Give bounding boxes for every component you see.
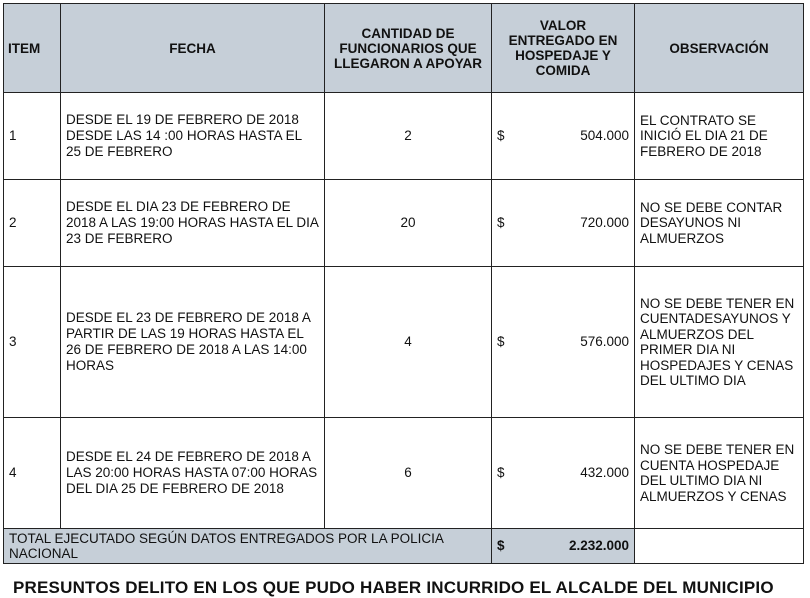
cell-cantidad: 4: [325, 267, 492, 418]
amount: 576.000: [580, 334, 629, 349]
cell-valor: [492, 180, 635, 267]
cell-cantidad: 20: [325, 180, 492, 267]
cell-fecha: DESDE EL DIA 23 DE FEBRERO DE 2018 A LAS 19:00 HORAS HASTA EL DIA 23 DE FEBRERO: [61, 180, 325, 267]
amount: 720.000: [580, 215, 629, 230]
cell-fecha: DESDE EL 23 DE FEBRERO DE 2018 A PARTIR DE LAS 19 HORAS HASTA EL 26 DE FEBRERO DE 2018 A LAS 14:00 HORAS: [61, 267, 325, 418]
header-fecha: FECHA: [61, 4, 325, 93]
cell-item: 3: [4, 267, 61, 418]
header-row: [4, 4, 804, 93]
cell-observacion: NO SE DEBE TENER EN CUENTADESAYUNOS Y ALMUERZOS DEL PRIMER DIA NI HOSPEDAJES Y CENAS DEL ULTIMO DIA: [635, 267, 804, 418]
cell-observacion: NO SE DEBE TENER EN CUENTA HOSPEDAJE DEL ULTIMO DIA NI ALMUERZOS Y CENAS: [635, 418, 804, 529]
header-observacion: OBSERVACIÓN: [635, 4, 804, 93]
currency-symbol: $: [497, 334, 505, 349]
cell-valor: [492, 418, 635, 529]
cell-observacion: NO SE DEBE CONTAR DESAYUNOS NI ALMUERZOS: [635, 180, 804, 267]
total-valor: [492, 529, 635, 564]
cell-cantidad: 6: [325, 418, 492, 529]
amount: 504.000: [580, 128, 629, 143]
table-row: [4, 180, 804, 267]
cell-observacion: EL CONTRATO SE INICIÓ EL DIA 21 DE FEBRERO DE 2018: [635, 93, 804, 180]
expense-table: [3, 3, 804, 564]
total-amount: 2.232.000: [568, 538, 629, 553]
cell-fecha: DESDE EL 24 DE FEBRERO DE 2018 A LAS 20:00 HORAS HASTA 07:00 HORAS DEL DIA 25 DE FEBRERO DE 2018: [61, 418, 325, 529]
currency-symbol: $: [497, 128, 505, 143]
table-row: [4, 93, 804, 180]
header-valor: VALOR ENTREGADO EN HOSPEDAJE Y COMIDA: [492, 4, 635, 93]
header-cantidad: CANTIDAD DE FUNCIONARIOS QUE LLEGARON A APOYAR: [325, 4, 492, 93]
cell-item: 1: [4, 93, 61, 180]
table-row: [4, 418, 804, 529]
currency-symbol: $: [497, 465, 505, 480]
header-item: ITEM: [4, 4, 61, 93]
cell-item: 4: [4, 418, 61, 529]
total-observacion: [635, 529, 804, 564]
total-label: TOTAL EJECUTADO SEGÚN DATOS ENTREGADOS POR LA POLICIA NACIONAL: [4, 529, 492, 564]
amount: 432.000: [580, 465, 629, 480]
cell-fecha: DESDE EL 19 DE FEBRERO DE 2018 DESDE LAS 14 :00 HORAS HASTA EL 25 DE FEBRERO: [61, 93, 325, 180]
cell-item: 2: [4, 180, 61, 267]
currency-symbol: $: [497, 538, 505, 553]
table-row: [4, 267, 804, 418]
currency-symbol: $: [497, 215, 505, 230]
cell-cantidad: 2: [325, 93, 492, 180]
cell-valor: [492, 267, 635, 418]
cell-valor: [492, 93, 635, 180]
total-row: [4, 529, 804, 564]
section-heading: PRESUNTOS DELITO EN LOS QUE PUDO HABER INCURRIDO EL ALCALDE DEL MUNICIPIO: [13, 578, 774, 597]
